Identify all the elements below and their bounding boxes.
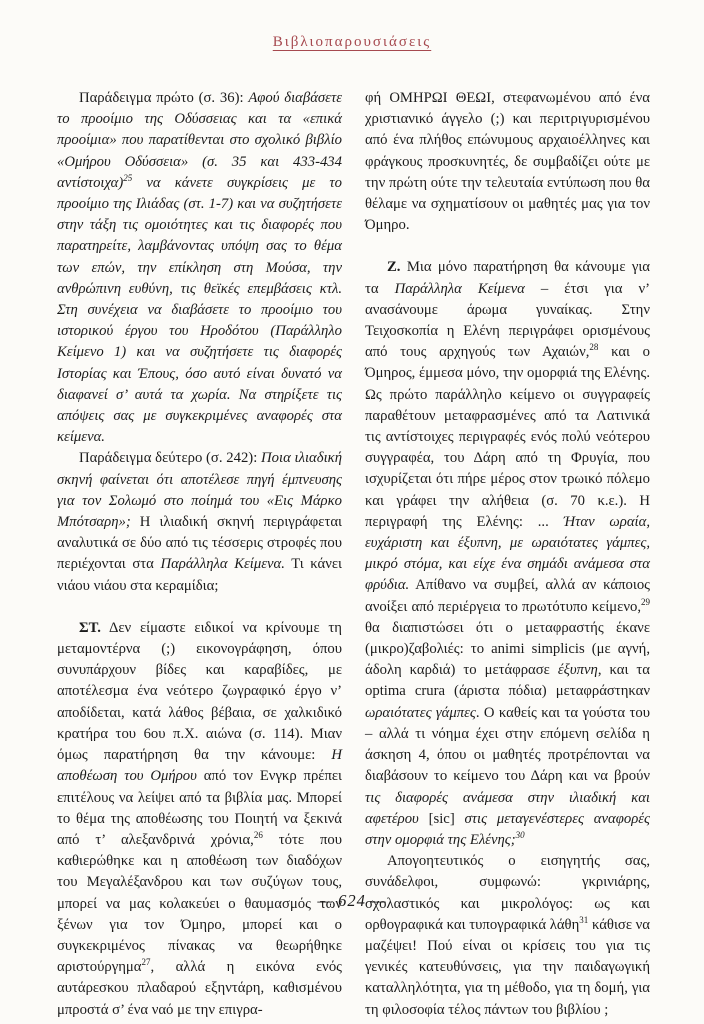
right-column	[365, 88, 650, 1021]
text-run: Η αποθέωση του Ομήρου	[57, 747, 342, 785]
text-run: Δεν είμαστε ειδικοί να κρίνουμε τη μεταμοντέρνα (;) εικονογράφηση, όπου συνυπάρχουν βίδες και καραβίδες, με αποτέλεσμα ένα νεότερο ζωγραφικό έργο ν’ αποδίδεται, κατά λάθος βέβαια, σε χαλκιδικό κρατήρα του 6ου π.Χ. αιώνα (σ. 114). Μιαν όμως παρατήρηση θα την κάνουμε:	[57, 619, 342, 764]
text-run: τις διαφορές ανάμεσα στην ιλιαδική και αφετέρου	[365, 789, 650, 827]
paragraph	[365, 257, 650, 851]
footnote-ref: 28	[589, 342, 599, 353]
text-run: Ήταν ωραία, ευχάριστη και έξυπνη, με ωραιότατες γάμπες, μικρό στόμα, και είχε ένα σημάδι ανάμεσα στα φρύδια.	[365, 513, 650, 594]
text-run: φή ΟΜΗΡΩΙ ΘΕΩΙ, στεφανωμένου από ένα χριστιανικό άγγελο (;) και περιτριγυρισμένου από ένα πλήθος επώνυμους αρχαιοέλληνες και φράγκους προσκυνητές, δε συμβαδίζει ούτε με την πρώτη ούτε την τελευταία εντύπωση που θα θέλαμε να σχηματίσουν οι μαθητές μας για τον Όμηρο.	[365, 90, 650, 234]
text-run: και ο Όμηρος, έμμεσα μόνο, την ομορφιά της Ελένης. Ως πρώτο παράλληλο κείμενο οι συγγραφείς παραθέτουν μεταφρασμένες από τα Λατινικά τις αντίστοιχες περιγραφές ενός πολύ νεότερου συγγραφέα, του Δάρη από τη Φρυγία, που ισχυρίζεται ότι πήρε μέρος στον τρωικό πόλεμο και γράφει την αλήθεια (σ. 70 κ.ε.). Η περιγραφή της Ελένης: ...	[365, 344, 650, 530]
text-run: Μια μόνο παρατήρηση θα κάνουμε για τα	[365, 259, 650, 297]
footnote-ref: 26	[253, 830, 263, 841]
text-run: να κάνετε συγκρίσεις με το προοίμιο της Ιλιάδας (στ. 1-7) και να συζητήσετε στην τάξη τις ομοιότητες και τις διαφορές που παρατηρείτε, λαμβάνοντας υπόψη σας το θέμα των επών, την επίκληση στη Μούσα, την ανθρώπινη ευθύνη, τις θεϊκές επεμβάσεις κτλ. Στη συνέχεια να διαβάσετε το προοίμιο του ιστορικού έργου του Ηροδότου (Παράλληλο Κείμενο 1) και να συζητήσετε τις διαφορές Ιστορίας και Έπους, όσο αυτό είναι δυνατό να διαφανεί σ’ αυτά τα χωρία. Να στηρίξετε τις απόψεις σας με συγκεκριμένες αναφορές στα κείμενα.	[57, 174, 342, 446]
page-header-title: Βιβλιοπαρουσιάσεις	[272, 34, 432, 50]
text-columns	[57, 88, 650, 1021]
footnote-ref: 25	[123, 172, 133, 183]
footnote-ref: 31	[579, 914, 589, 925]
text-run: στις μεταγενέστερες αναφορές στην ομορφιά της Ελένης;	[365, 810, 650, 848]
left-column	[57, 88, 342, 1021]
text-run: Ποια ιλιαδική σκηνή φαίνεται ότι αποτέλεσε πηγή έμπνευσης για τον Σολωμό στο ποίημά του «Εις Μάρκο Μπότσαρη»;	[57, 450, 343, 531]
text-run: Απογοητευτικός ο εισηγητής σας, συνάδελφοι, συμφωνώ: γκρινιάρης, σχολαστικός και μικρολόγος: ως και ορθογραφικά και τυπογραφικά λάθη	[365, 853, 650, 933]
text-run: θα διαπιστώσει ότι ο μεταφραστής έκανε (μικρο)ζαβολιές: το animi simplicis (με αγνή, άδολη καρδιά) το μετάφρασε	[365, 619, 650, 679]
text-run: Παράδειγμα δεύτερο (σ. 242):	[79, 450, 262, 467]
paragraph	[57, 618, 342, 1021]
footnote-ref: 30	[515, 830, 525, 841]
text-run: από τον Ενγκρ πρέπει επιτέλους να λείψει από τα βιβλία μας. Μπορεί το θέμα της αποθέωσης του Ποιητή να ξεκινά από τ’ αλεξανδρινά χρόνια,	[57, 768, 342, 848]
text-run: Απίθανο να συμβεί, αλλά αν κάποιος ανοίξει από περιέργεια το πρωτότυπο κείμενο,	[365, 577, 650, 615]
text-run: κάθισε να μαζέψει! Πού είναι οι κρίσεις του για τις γενικές κατευθύνσεις, για την παιδαγωγική καταλληλότητα, για τη μέθοδο, για τη δομή, για τη φιλοσοφία τέλος πάντων του βιβλίου ;	[365, 916, 651, 1018]
paragraph	[57, 448, 342, 596]
text-run: Ζ.	[387, 259, 401, 276]
text-run: Αφού διαβάσετε το προοίμιο της Οδύσσειας και τα «επικά προοίμια» που παρατίθενται στο σχολικό βιβλίο «Ομήρου Οδύσσεια» (σ. 35 και 433-434 αντίστοιχα)	[57, 90, 342, 191]
text-run: – έτσι για ν’ ανασάνουμε άρωμα γυναίκας. Στην Τειχοσκοπία η Ελένη περιγράφει ορισμένους από τους αρχηγούς των Αχαιών,	[365, 280, 650, 361]
text-run: ΣΤ.	[79, 619, 101, 636]
footnote-ref: 27	[141, 957, 151, 968]
text-run: ωραιότατες γάμπες	[365, 704, 476, 721]
text-run: Παράλληλα Κείμενα	[394, 280, 525, 297]
paragraph	[57, 88, 342, 448]
page-footer	[0, 891, 704, 911]
page-number: — 624 —	[317, 891, 387, 910]
paragraph	[365, 851, 650, 1021]
text-run: τότε που καθιερώθηκε και η αποθέωση των διαδόχων του Μεγαλέξανδρου και των συζύγων τους, μπορεί να μας κολακεύει ο θαυμασμός των ξένων για τον Όμηρο, μπορεί και ο συγκεκριμένος πίνακας να θεωρήθηκε αριστούργημα	[57, 831, 342, 976]
page-header	[0, 0, 704, 51]
text-run: . Ο καθείς και τα γούστα του – αλλά τι νόημα έχει στην επόμενη σελίδα η άσκηση 4, όπου οι μαθητές προτρέπονται να διαβάσουν το κείμενο του Δάρη και να βρούν	[365, 704, 650, 785]
footnote-ref: 29	[641, 596, 650, 607]
text-run: , και τα optima crura (άριστα πόδια) μεταφράστηκαν	[365, 662, 650, 700]
text-run: Τι κάνει νιάου νιάου στα κεραμίδια;	[57, 556, 343, 594]
text-run: Παράδειγμα πρώτο (σ. 36):	[79, 90, 249, 106]
text-run: Παράλληλα Κείμενα.	[160, 556, 285, 573]
text-run: Η ιλιαδική σκηνή περιγράφεται αναλυτικά σε δύο από τις τέσσερις στροφές που περιέχονται στα	[57, 514, 342, 573]
text-run: , αλλά η εικόνα ενός αυτάρεσκου πλαδαρού εξηντάρη, καθισμένου μπροστά σ’ ένα ναό με την επιγρα-	[57, 959, 342, 1018]
text-run: [sic]	[418, 810, 465, 827]
paragraph	[365, 88, 650, 236]
text-run: έξυπνη	[557, 662, 598, 679]
